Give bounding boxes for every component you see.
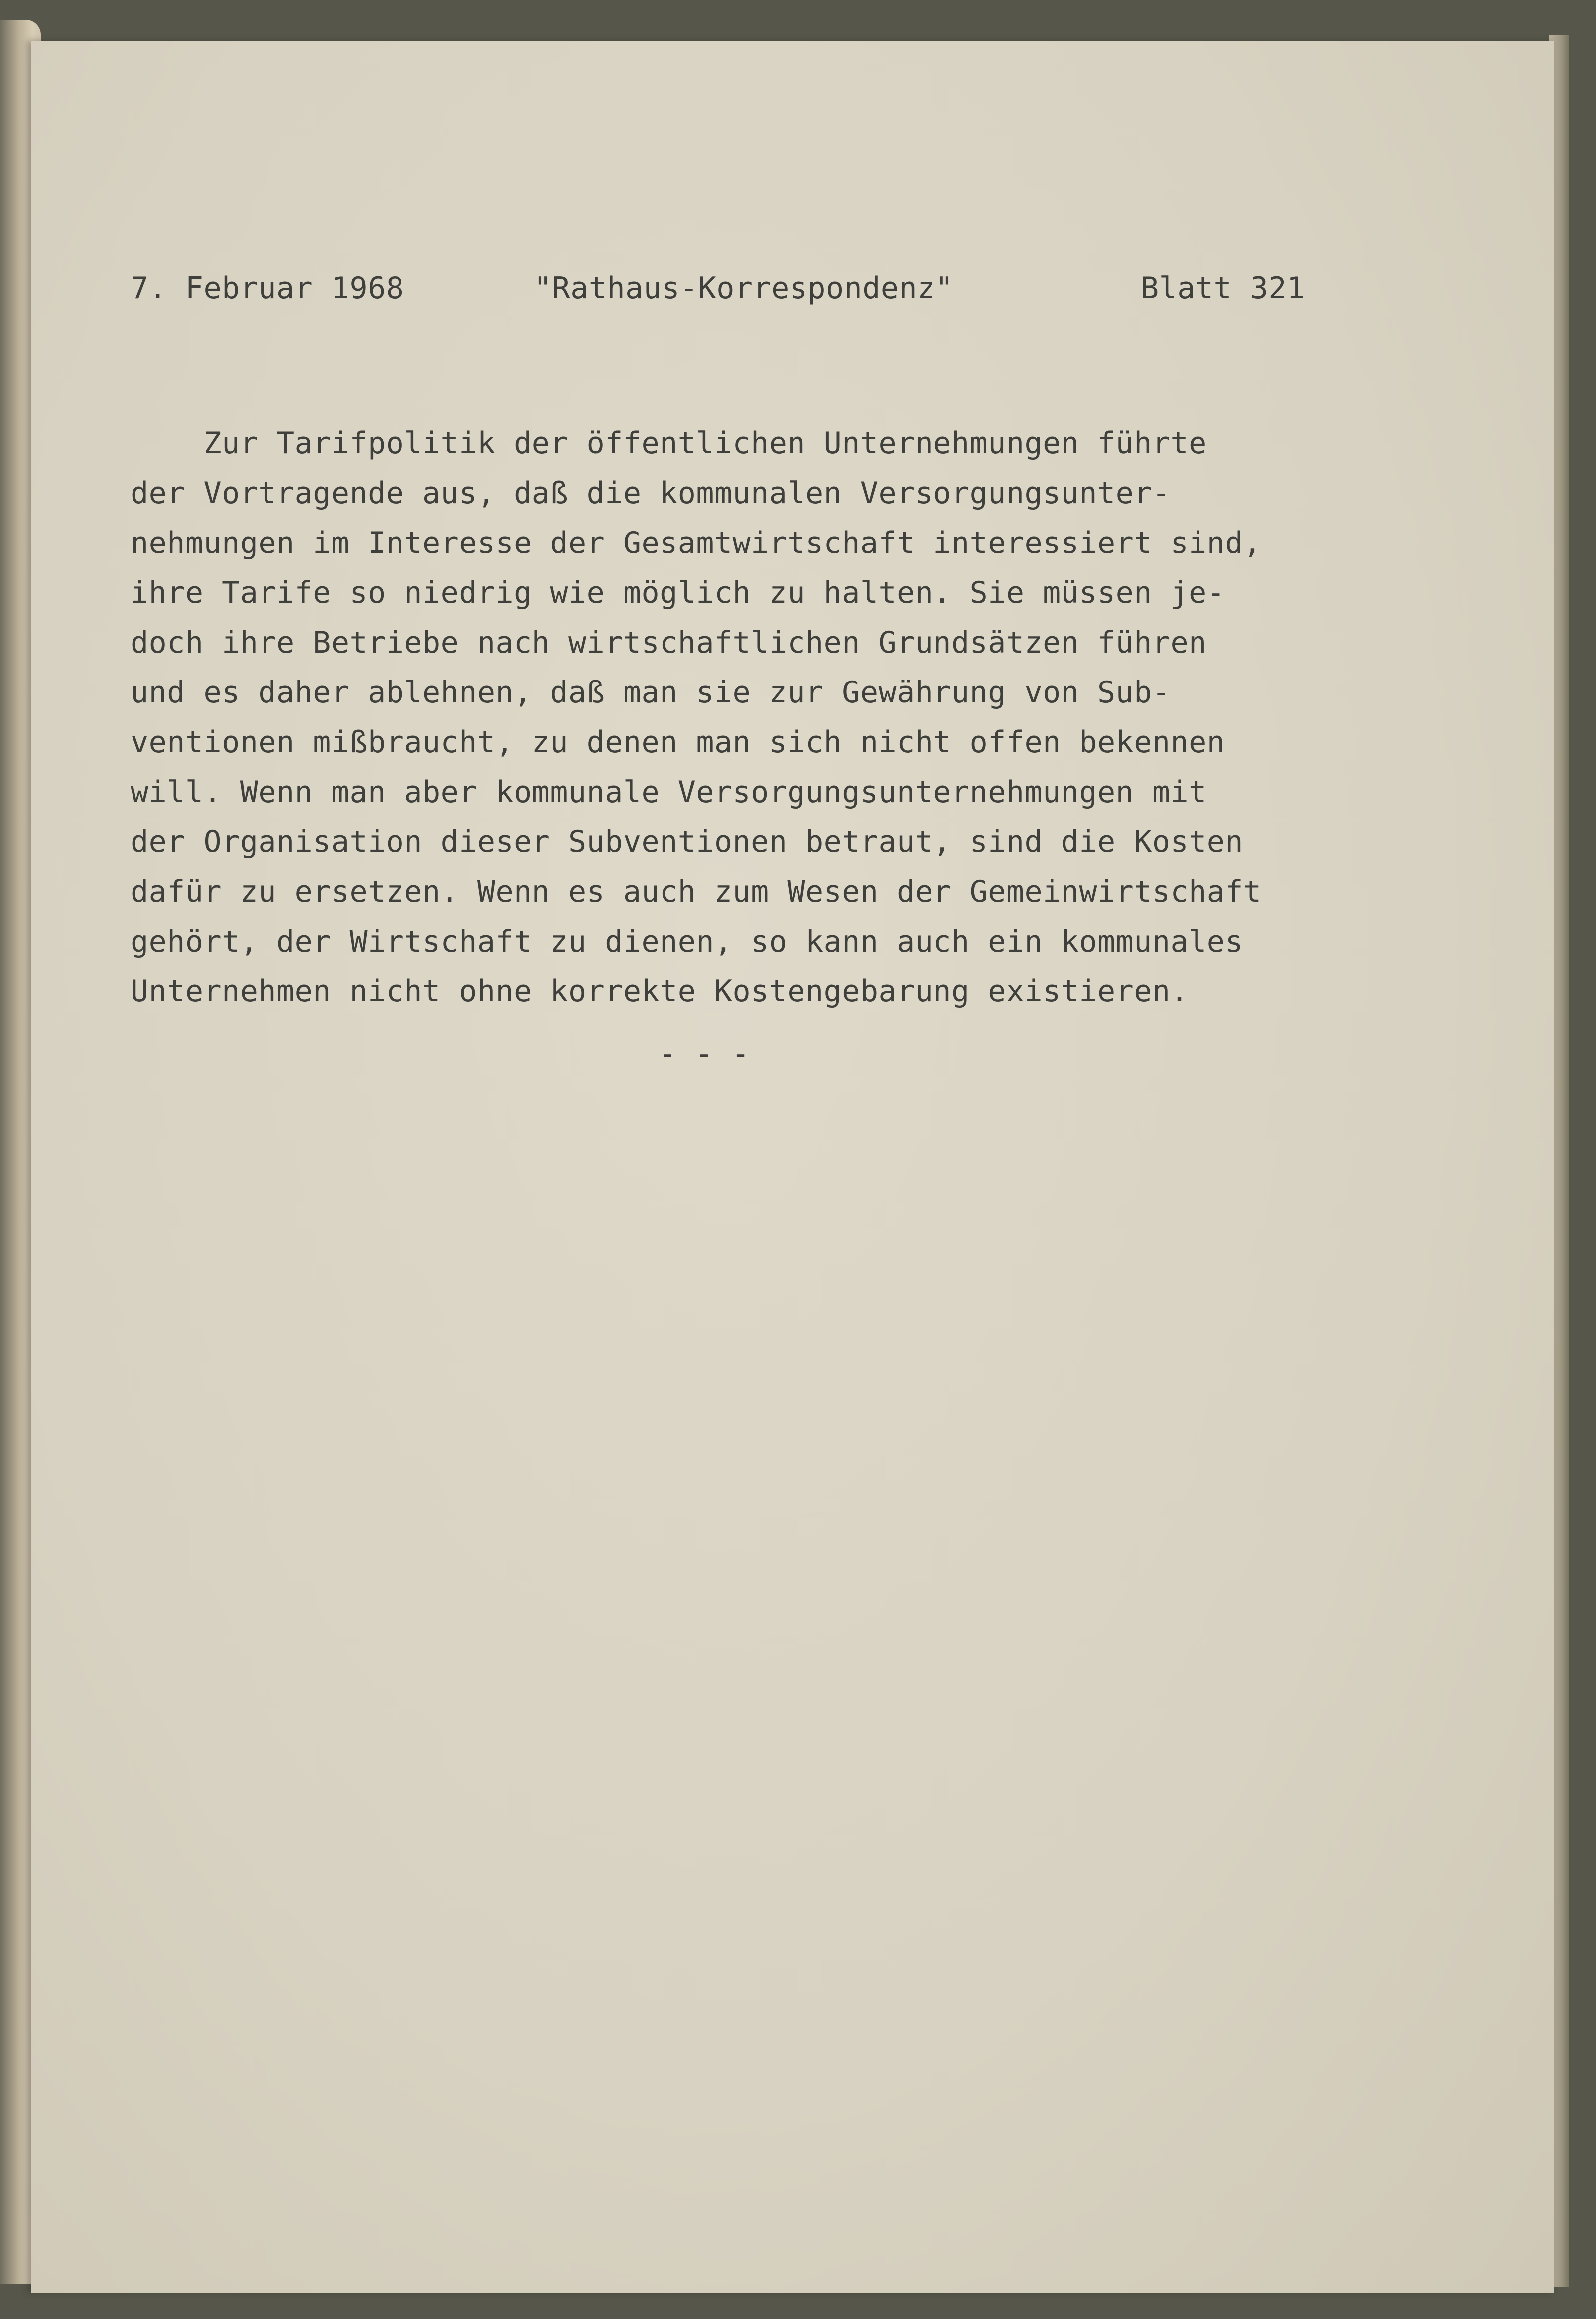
text-line: der Organisation dieser Subventionen betraut, sind die Kosten: [131, 824, 1244, 859]
text-line: Unternehmen nicht ohne korrekte Kostengebarung existieren.: [131, 974, 1189, 1009]
text-line: Zur Tarifpolitik der öffentlichen Unternehmungen führte: [131, 426, 1207, 461]
text-line: und es daher ablehnen, daß man sie zur Gewährung von Sub-: [131, 675, 1171, 710]
text-line: nehmungen im Interesse der Gesamtwirtschaft interessiert sind,: [131, 526, 1262, 560]
document-page: [31, 41, 1554, 2293]
end-mark: - - -: [659, 1036, 750, 1071]
header-date: 7. Februar 1968: [131, 271, 404, 306]
header-sheet-number: Blatt 321: [1141, 271, 1305, 306]
page-header: [31, 271, 1554, 311]
text-line: will. Wenn man aber kommunale Versorgungsunternehmungen mit: [131, 775, 1207, 810]
text-line: ventionen mißbraucht, zu denen man sich nicht offen bekennen: [131, 725, 1225, 760]
text-line: der Vortragende aus, daß die kommunalen Versorgungsunter-: [131, 476, 1171, 511]
text-line: doch ihre Betriebe nach wirtschaftlichen Grundsätzen führen: [131, 625, 1207, 660]
text-line: ihre Tarife so niedrig wie möglich zu halten. Sie müssen je-: [131, 575, 1225, 610]
header-title: "Rathaus-Korrespondenz": [534, 271, 954, 306]
text-line: gehört, der Wirtschaft zu dienen, so kann auch ein kommunales: [131, 924, 1244, 959]
text-line: dafür zu ersetzen. Wenn es auch zum Wesen der Gemeinwirtschaft: [131, 874, 1262, 909]
body-paragraph: [131, 418, 1436, 1016]
